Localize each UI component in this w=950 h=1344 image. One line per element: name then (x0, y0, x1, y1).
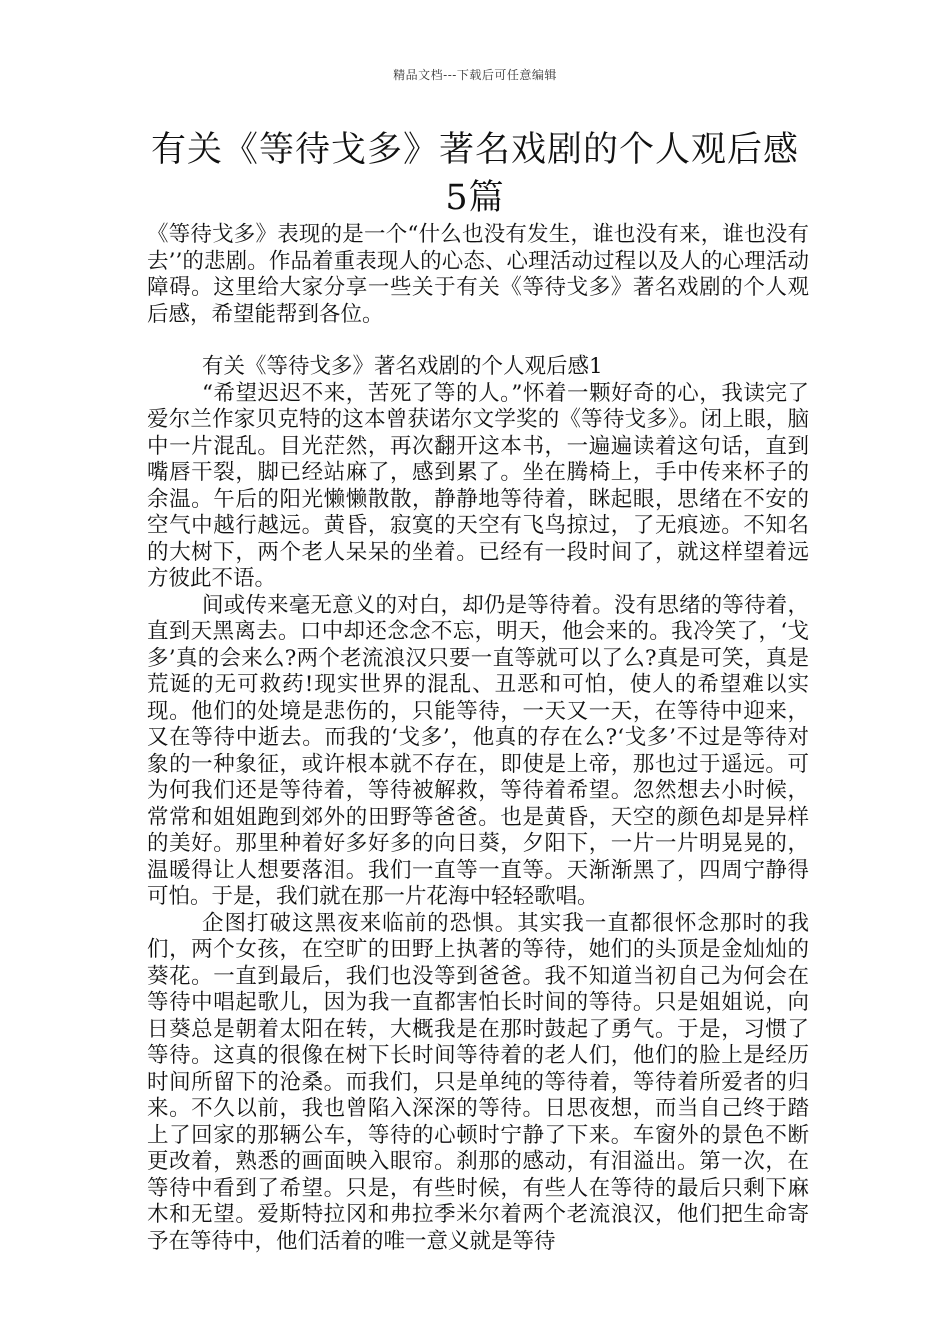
document-title: 有关《等待戈多》著名戏剧的个人观后感5篇 (150, 130, 799, 218)
paragraph-spacer (147, 328, 809, 354)
body-paragraph: 间或传来毫无意义的对白，却仍是等待着。没有思绪的等待着，直到天黑离去。口中却还念念不忘，明天，他会来的。我冷笑了，‘戈多’真的会来么?两个老流浪汉只要一直等就可以了么?真是可笑，真是荒诞的无可救药!现实世界的混乱、丑恶和可怕，使人的希望难以实现。他们的处境是悲伤的，只能等待，一天又一天，在等待中迎来，又在等待中逝去。而我的‘戈多’，他真的存在么?‘戈多’不过是等待对象的一种象征，或许根本就不存在，即使是上帝，那也过于遥远。可为何我们还是等待着，等待被解救，等待着希望。忽然想去小时候，常常和姐姐跑到郊外的田野等爸爸。也是黄昏，天空的颜色却是异样的美好。那里种着好多好多的向日葵，夕阳下，一片一片明晃晃的，温暖得让人想要落泪。我们一直等一直等。天渐渐黑了，四周宁静得可怕。于是，我们就在那一片花海中轻轻歌唱。 (147, 592, 809, 909)
section-heading: 有关《等待戈多》著名戏剧的个人观后感1 (202, 354, 603, 379)
document-body (147, 222, 809, 1255)
body-paragraph: 企图打破这黑夜来临前的恐惧。其实我一直都很怀念那时的我们，两个女孩，在空旷的田野上执著的等待，她们的头顶是金灿灿的葵花。一直到最后，我们也没等到爸爸。我不知道当初自己为何会在等待中唱起歌儿，因为我一直都害怕长时间的等待。只是姐姐说，向日葵总是朝着太阳在转，大概我是在那时鼓起了勇气。于是，习惯了等待。这真的很像在树下长时间等待着的老人们，他们的脸上是经历时间所留下的沧桑。而我们，只是单纯的等待着，等待着所爱者的归来。不久以前，我也曾陷入深深的等待。日思夜想，而当自己终于踏上了回家的那辆公车，等待的心顿时宁静了下来。车窗外的景色不断更改着，熟悉的画面映入眼帘。刹那的感动，有泪溢出。第一次，在等待中看到了希望。只是，有些时候，有些人在等待的最后只剩下麻木和无望。爱斯特拉冈和弗拉季米尔着两个老流浪汉，他们把生命寄予在等待中，他们活着的唯一意义就是等待 (147, 910, 809, 1254)
body-paragraph: “希望迟迟不来，苦死了等的人。”怀着一颗好奇的心，我读完了爱尔兰作家贝克特的这本曾获诺尔文学奖的《等待戈多》。闭上眼，脑中一片混乱。目光茫然，再次翻开这本书，一遍遍读着这句话，直到嘴唇干裂，脚已经站麻了，感到累了。坐在腾椅上，手中传来杯子的余温。午后的阳光懒懒散散，静静地等待着，眯起眼，思绪在不安的空气中越行越远。黄昏，寂寞的天空有飞鸟掠过，了无痕迹。不知名的大树下，两个老人呆呆的坐着。已经有一段时间了，就这样望着远方彼此不语。 (147, 380, 809, 591)
page-header: 精品文档---下载后可任意编辑 (393, 68, 557, 82)
intro-paragraph: 《等待戈多》表现的是一个“什么也没有发生，谁也没有来，谁也没有去’’的悲剧。作品着重表现人的心态、心理活动过程以及人的心理活动障碍。这里给大家分享一些关于有关《等待戈多》著名戏剧的个人观后感，希望能帮到各位。 (147, 222, 809, 327)
